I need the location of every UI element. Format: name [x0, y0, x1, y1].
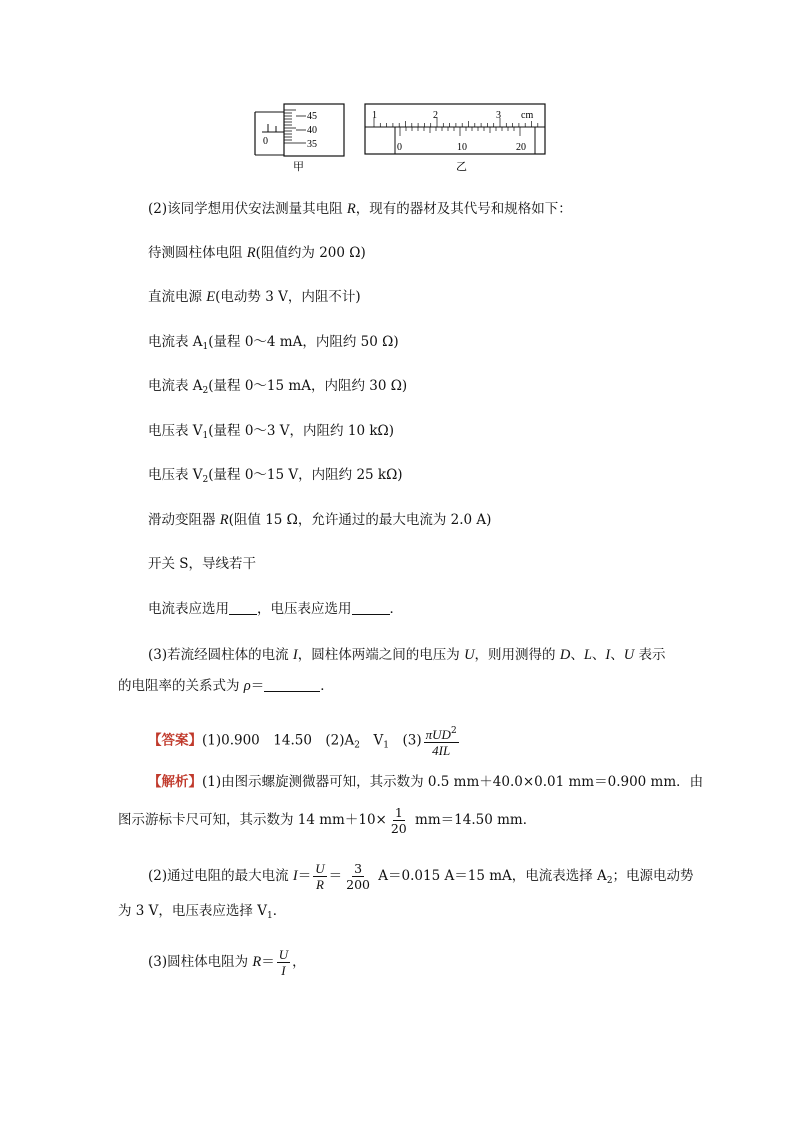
- item-switch: [148, 554, 256, 574]
- item-resistor: [148, 243, 366, 263]
- thimble-mark-45: 45: [307, 111, 317, 122]
- frac-sup: 2: [450, 726, 457, 736]
- frac-den: 20: [390, 821, 407, 836]
- analysis-p2-line-1: [148, 859, 694, 898]
- micrometer-diagram: [255, 104, 344, 156]
- rho-answer-blank[interactable]: [264, 677, 320, 692]
- select-voltmeter-text: ，电压表应选用: [257, 601, 352, 617]
- caption-jia: 甲: [293, 161, 304, 173]
- var-D: D: [559, 647, 571, 663]
- item-voltmeter-v1: [148, 421, 394, 446]
- var-U: U: [464, 647, 475, 663]
- analysis-text: (3)圆柱体电阻为: [148, 954, 253, 970]
- vernier-label-20: 20: [516, 142, 526, 153]
- answer-part-2: V: [360, 732, 384, 749]
- item-spec: (量程 0～15 mA，内阻约 30 Ω): [208, 378, 408, 394]
- item-subscript: 1: [202, 431, 209, 441]
- item-symbol: R: [219, 512, 229, 528]
- q2-intro: [148, 199, 572, 219]
- analysis-p2-line-2: [118, 901, 286, 926]
- subscript: 2: [606, 876, 613, 886]
- q3-text: ，圆柱体两端之间的电压为: [297, 647, 465, 663]
- answer-tag: 【答案】: [148, 732, 202, 749]
- equals: ＝: [297, 868, 312, 884]
- main-label-3: 3: [496, 110, 501, 121]
- item-text: 直流电源: [148, 289, 207, 305]
- vernier-label-10: 10: [457, 142, 467, 153]
- thimble-mark-35: 35: [307, 139, 317, 150]
- analysis-p3: [148, 945, 306, 979]
- item-spec: (量程 0～15 V，内阻约 25 kΩ): [208, 467, 403, 483]
- q3-end: ．: [320, 678, 334, 694]
- q2-intro-text: (2)该同学想用伏安法测量其电阻: [148, 201, 347, 217]
- frac-den: 4IL: [432, 743, 451, 758]
- voltmeter-answer-blank[interactable]: [352, 600, 390, 615]
- q3-text: ，则用测得的: [474, 647, 560, 663]
- item-subscript: 1: [202, 342, 209, 352]
- var-U: U: [623, 647, 635, 663]
- frac-num: 3: [354, 861, 363, 876]
- analysis-text: 图示游标卡尺可知，其示数为 14 mm＋10×: [118, 812, 387, 828]
- fraction-U-R: [313, 861, 326, 892]
- q2-intro-text-2: ，现有的器材及其代号和规格如下：: [355, 201, 572, 217]
- item-spec: (电动势 3 V，内阻不计): [215, 289, 361, 305]
- q3-line-1: [148, 645, 666, 665]
- analysis-line-1: [148, 772, 703, 792]
- item-rheostat: [148, 510, 491, 530]
- frac-pi: π: [425, 727, 433, 742]
- item-spec: (量程 0～3 V，内阻约 10 kΩ): [208, 423, 394, 439]
- analysis-text: ．: [272, 903, 287, 919]
- frac-den: R: [315, 877, 324, 892]
- q3-line-2: [118, 676, 334, 696]
- sleeve-zero-label: 0: [263, 136, 268, 147]
- select-ammeter-text: 电流表应选用: [148, 601, 229, 617]
- var-I: I: [292, 647, 298, 663]
- item-subscript: 2: [202, 386, 209, 396]
- ammeter-answer-blank[interactable]: [229, 600, 257, 615]
- item-text: 电流表 A: [148, 334, 203, 350]
- item-text: 电流表 A: [148, 378, 203, 394]
- vernier-label-0: 0: [397, 142, 402, 153]
- var-L: L: [583, 647, 592, 663]
- frac-num: U: [315, 861, 325, 876]
- equals: ＝: [328, 868, 343, 884]
- q3-text: 表示: [634, 647, 666, 663]
- frac-num: U: [278, 947, 289, 962]
- separator: 、: [570, 647, 584, 663]
- analysis-text: mm＝14.50 mm．: [410, 812, 537, 828]
- main-label-2: 2: [433, 110, 438, 121]
- equals: ＝: [250, 678, 265, 694]
- analysis-tag: 【解析】: [148, 774, 202, 790]
- fraction-1-20: [389, 805, 409, 836]
- q3-text: 的电阻率的关系式为: [118, 678, 244, 694]
- answer-sub: 1: [383, 740, 390, 751]
- answer-sub: 2: [354, 740, 361, 751]
- item-power-source: [148, 287, 361, 307]
- var-I: I: [292, 868, 298, 884]
- analysis-text: (2)通过电阻的最大电流: [148, 868, 293, 884]
- analysis-text: ；电源电动势: [612, 868, 694, 884]
- separator: 、: [591, 647, 606, 663]
- item-text: 开关 S，导线若干: [148, 556, 257, 572]
- item-ammeter-a2: [148, 376, 407, 401]
- analysis-text: ，: [292, 954, 306, 970]
- var-R: R: [252, 954, 262, 970]
- analysis-text: A＝0.015 A＝15 mA，电流表选择 A: [374, 868, 607, 884]
- measurement-figure: [0, 0, 794, 175]
- fraction-3-200: [344, 861, 372, 892]
- analysis-line-2: [118, 803, 536, 837]
- item-symbol: E: [206, 289, 216, 305]
- answer-part-1: (1)0.900 14.50 (2)A: [202, 732, 355, 749]
- q2-selection: [148, 599, 403, 619]
- item-text: 电压表 V: [148, 423, 203, 439]
- main-label-1: 1: [372, 110, 377, 121]
- item-spec: (阻值 15 Ω，允许通过的最大电流为 2.0 A): [228, 512, 492, 528]
- item-symbol: R: [246, 245, 256, 261]
- frac-den: 200: [346, 877, 371, 892]
- caption-yi: 乙: [456, 161, 467, 173]
- var-I: I: [605, 647, 611, 663]
- item-subscript: 2: [202, 475, 209, 485]
- var-rho: ρ: [243, 678, 251, 694]
- select-end: ．: [389, 601, 403, 617]
- frac-UD: UD: [432, 727, 451, 742]
- answer-fraction: [424, 724, 459, 758]
- item-text: 待测圆柱体电阻: [148, 245, 247, 261]
- separator: 、: [610, 647, 624, 663]
- item-text: 滑动变阻器: [148, 512, 220, 528]
- item-spec: (量程 0～4 mA，内阻约 50 Ω): [208, 334, 399, 350]
- fraction-U-I: [277, 947, 290, 978]
- caliper-unit: cm: [521, 110, 534, 121]
- q2-intro-var: R: [346, 201, 356, 217]
- answer-part-3: (3): [389, 732, 422, 749]
- item-ammeter-a1: [148, 332, 399, 357]
- frac-num: 1: [394, 805, 403, 820]
- item-text: 电压表 V: [148, 467, 203, 483]
- subscript: 1: [266, 911, 273, 921]
- equals: ＝: [261, 954, 275, 970]
- answer-line: [148, 724, 461, 761]
- item-spec: (阻值约为 200 Ω): [255, 245, 366, 261]
- frac-den: I: [281, 963, 286, 978]
- q3-text: (3)若流经圆柱体的电流: [148, 647, 293, 663]
- item-voltmeter-v2: [148, 465, 403, 490]
- thimble-mark-40: 40: [307, 125, 317, 136]
- analysis-text: 为 3 V，电压表应选择 V: [118, 903, 267, 919]
- analysis-text: (1)由图示螺旋测微器可知，其示数为 0.5 mm＋40.0×0.01 mm＝0.900 mm．由: [202, 774, 704, 790]
- caliper-diagram: [365, 104, 545, 154]
